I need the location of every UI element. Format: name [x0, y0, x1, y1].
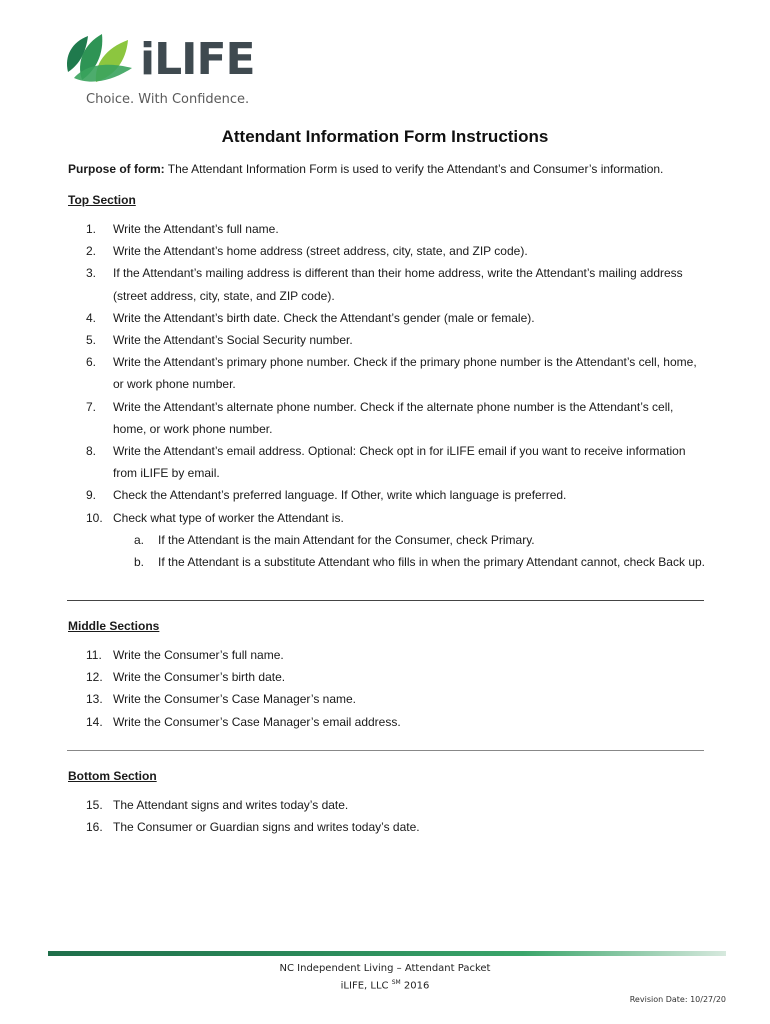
- sub-item-text: If the Attendant is a substitute Attendant who fills in when the primary Attendant cannot, check Back up.: [158, 555, 705, 570]
- bottom-section-heading: Bottom Section: [68, 769, 157, 783]
- item-text: Write the Attendant’s birth date. Check the Attendant’s gender (male or female).: [113, 310, 535, 325]
- list-item: [86, 351, 706, 395]
- item-number: 9.: [86, 488, 97, 503]
- item-text: Check the Attendant’s preferred language. If Other, write which language is preferred.: [113, 488, 567, 503]
- list-item: [86, 507, 706, 529]
- item-number: 15.: [86, 798, 103, 812]
- list-item: [86, 688, 706, 710]
- sub-item-text: If the Attendant is the main Attendant for the Consumer, check Primary.: [158, 532, 535, 547]
- purpose-statement: [68, 162, 663, 176]
- item-number: 12.: [86, 670, 103, 685]
- footer-company: iLIFE, LLC: [340, 980, 389, 992]
- top-section-list: [86, 218, 706, 573]
- item-text: The Attendant signs and writes today’s date.: [113, 798, 349, 812]
- item-text: Check what type of worker the Attendant is.: [113, 510, 344, 525]
- item-number: 4.: [86, 310, 97, 325]
- item-number: 1.: [86, 222, 97, 236]
- list-item: [86, 307, 706, 329]
- item-number: 14.: [86, 714, 103, 729]
- item-number: 13.: [86, 692, 103, 707]
- item-text: Write the Attendant’s Social Security number.: [113, 333, 353, 348]
- list-item: [86, 711, 706, 733]
- sub-item-letter: b.: [134, 555, 145, 570]
- item-text: Write the Consumer’s birth date.: [113, 670, 286, 685]
- logo-wordmark: iLIFE: [140, 34, 255, 85]
- sub-list-item: [86, 551, 706, 573]
- sub-list-item: [86, 529, 706, 551]
- middle-section-heading: Middle Sections: [68, 619, 160, 633]
- list-item: [86, 440, 706, 484]
- item-text: Write the Consumer’s Case Manager’s email address.: [113, 714, 401, 729]
- item-number: 3.: [86, 266, 97, 281]
- item-number: 7.: [86, 399, 97, 414]
- footer-copyright: [0, 979, 770, 991]
- item-number: 10.: [86, 510, 103, 525]
- item-text: The Consumer or Guardian signs and writes today’s date.: [113, 820, 420, 835]
- item-number: 6.: [86, 355, 97, 370]
- item-number: 16.: [86, 820, 103, 835]
- purpose-label: Purpose of form:: [68, 162, 165, 176]
- leaf-logo-icon: [62, 28, 142, 90]
- revision-date: Revision Date: 10/27/20: [629, 995, 726, 1004]
- item-text: If the Attendant’s mailing address is different than their home address, write the Attendant’s mailing address (street address, city, state, and ZIP code).: [113, 266, 683, 303]
- list-item: [86, 484, 706, 506]
- footer-service-mark: SM: [391, 979, 401, 986]
- bottom-section-list: [86, 794, 706, 838]
- item-number: 2.: [86, 244, 97, 259]
- item-number: 8.: [86, 444, 97, 459]
- list-item: [86, 644, 706, 666]
- list-item: [86, 218, 706, 240]
- item-number: 5.: [86, 333, 97, 348]
- ilife-logo: [62, 28, 255, 112]
- list-item: [86, 666, 706, 688]
- item-text: Write the Attendant’s alternate phone number. Check if the alternate phone number is the Attendant’s cell, home, or work phone number.: [113, 399, 674, 436]
- list-item: [86, 794, 706, 816]
- section-divider: [67, 750, 704, 751]
- list-item: [86, 262, 706, 306]
- page-title: Attendant Information Form Instructions: [221, 127, 549, 146]
- footer-year: 2016: [400, 980, 430, 992]
- list-item: [86, 816, 706, 838]
- top-section-heading: Top Section: [68, 193, 136, 207]
- list-item: [86, 240, 706, 262]
- footer-packet-name: NC Independent Living – Attendant Packet: [279, 963, 491, 974]
- list-item: [86, 396, 706, 440]
- footer-accent-bar: [48, 951, 726, 956]
- sub-item-letter: a.: [134, 532, 145, 547]
- list-item: [86, 329, 706, 351]
- item-text: Write the Consumer’s full name.: [113, 648, 284, 662]
- item-text: Write the Attendant’s full name.: [113, 222, 279, 236]
- middle-section-list: [86, 644, 706, 733]
- item-text: Write the Consumer’s Case Manager’s name.: [113, 692, 356, 707]
- item-text: Write the Attendant’s email address. Optional: Check opt in for iLIFE email if you want to receive information from iLIFE by email.: [113, 444, 686, 481]
- section-divider: [67, 600, 704, 601]
- item-text: Write the Attendant’s home address (street address, city, state, and ZIP code).: [113, 244, 528, 259]
- purpose-text: The Attendant Information Form is used to verify the Attendant’s and Consumer’s information.: [164, 162, 664, 176]
- item-number: 11.: [86, 648, 102, 662]
- item-text: Write the Attendant’s primary phone number. Check if the primary phone number is the Attendant’s cell, home, or work phone number.: [113, 355, 697, 392]
- logo-tagline: Choice. With Confidence.: [86, 92, 250, 107]
